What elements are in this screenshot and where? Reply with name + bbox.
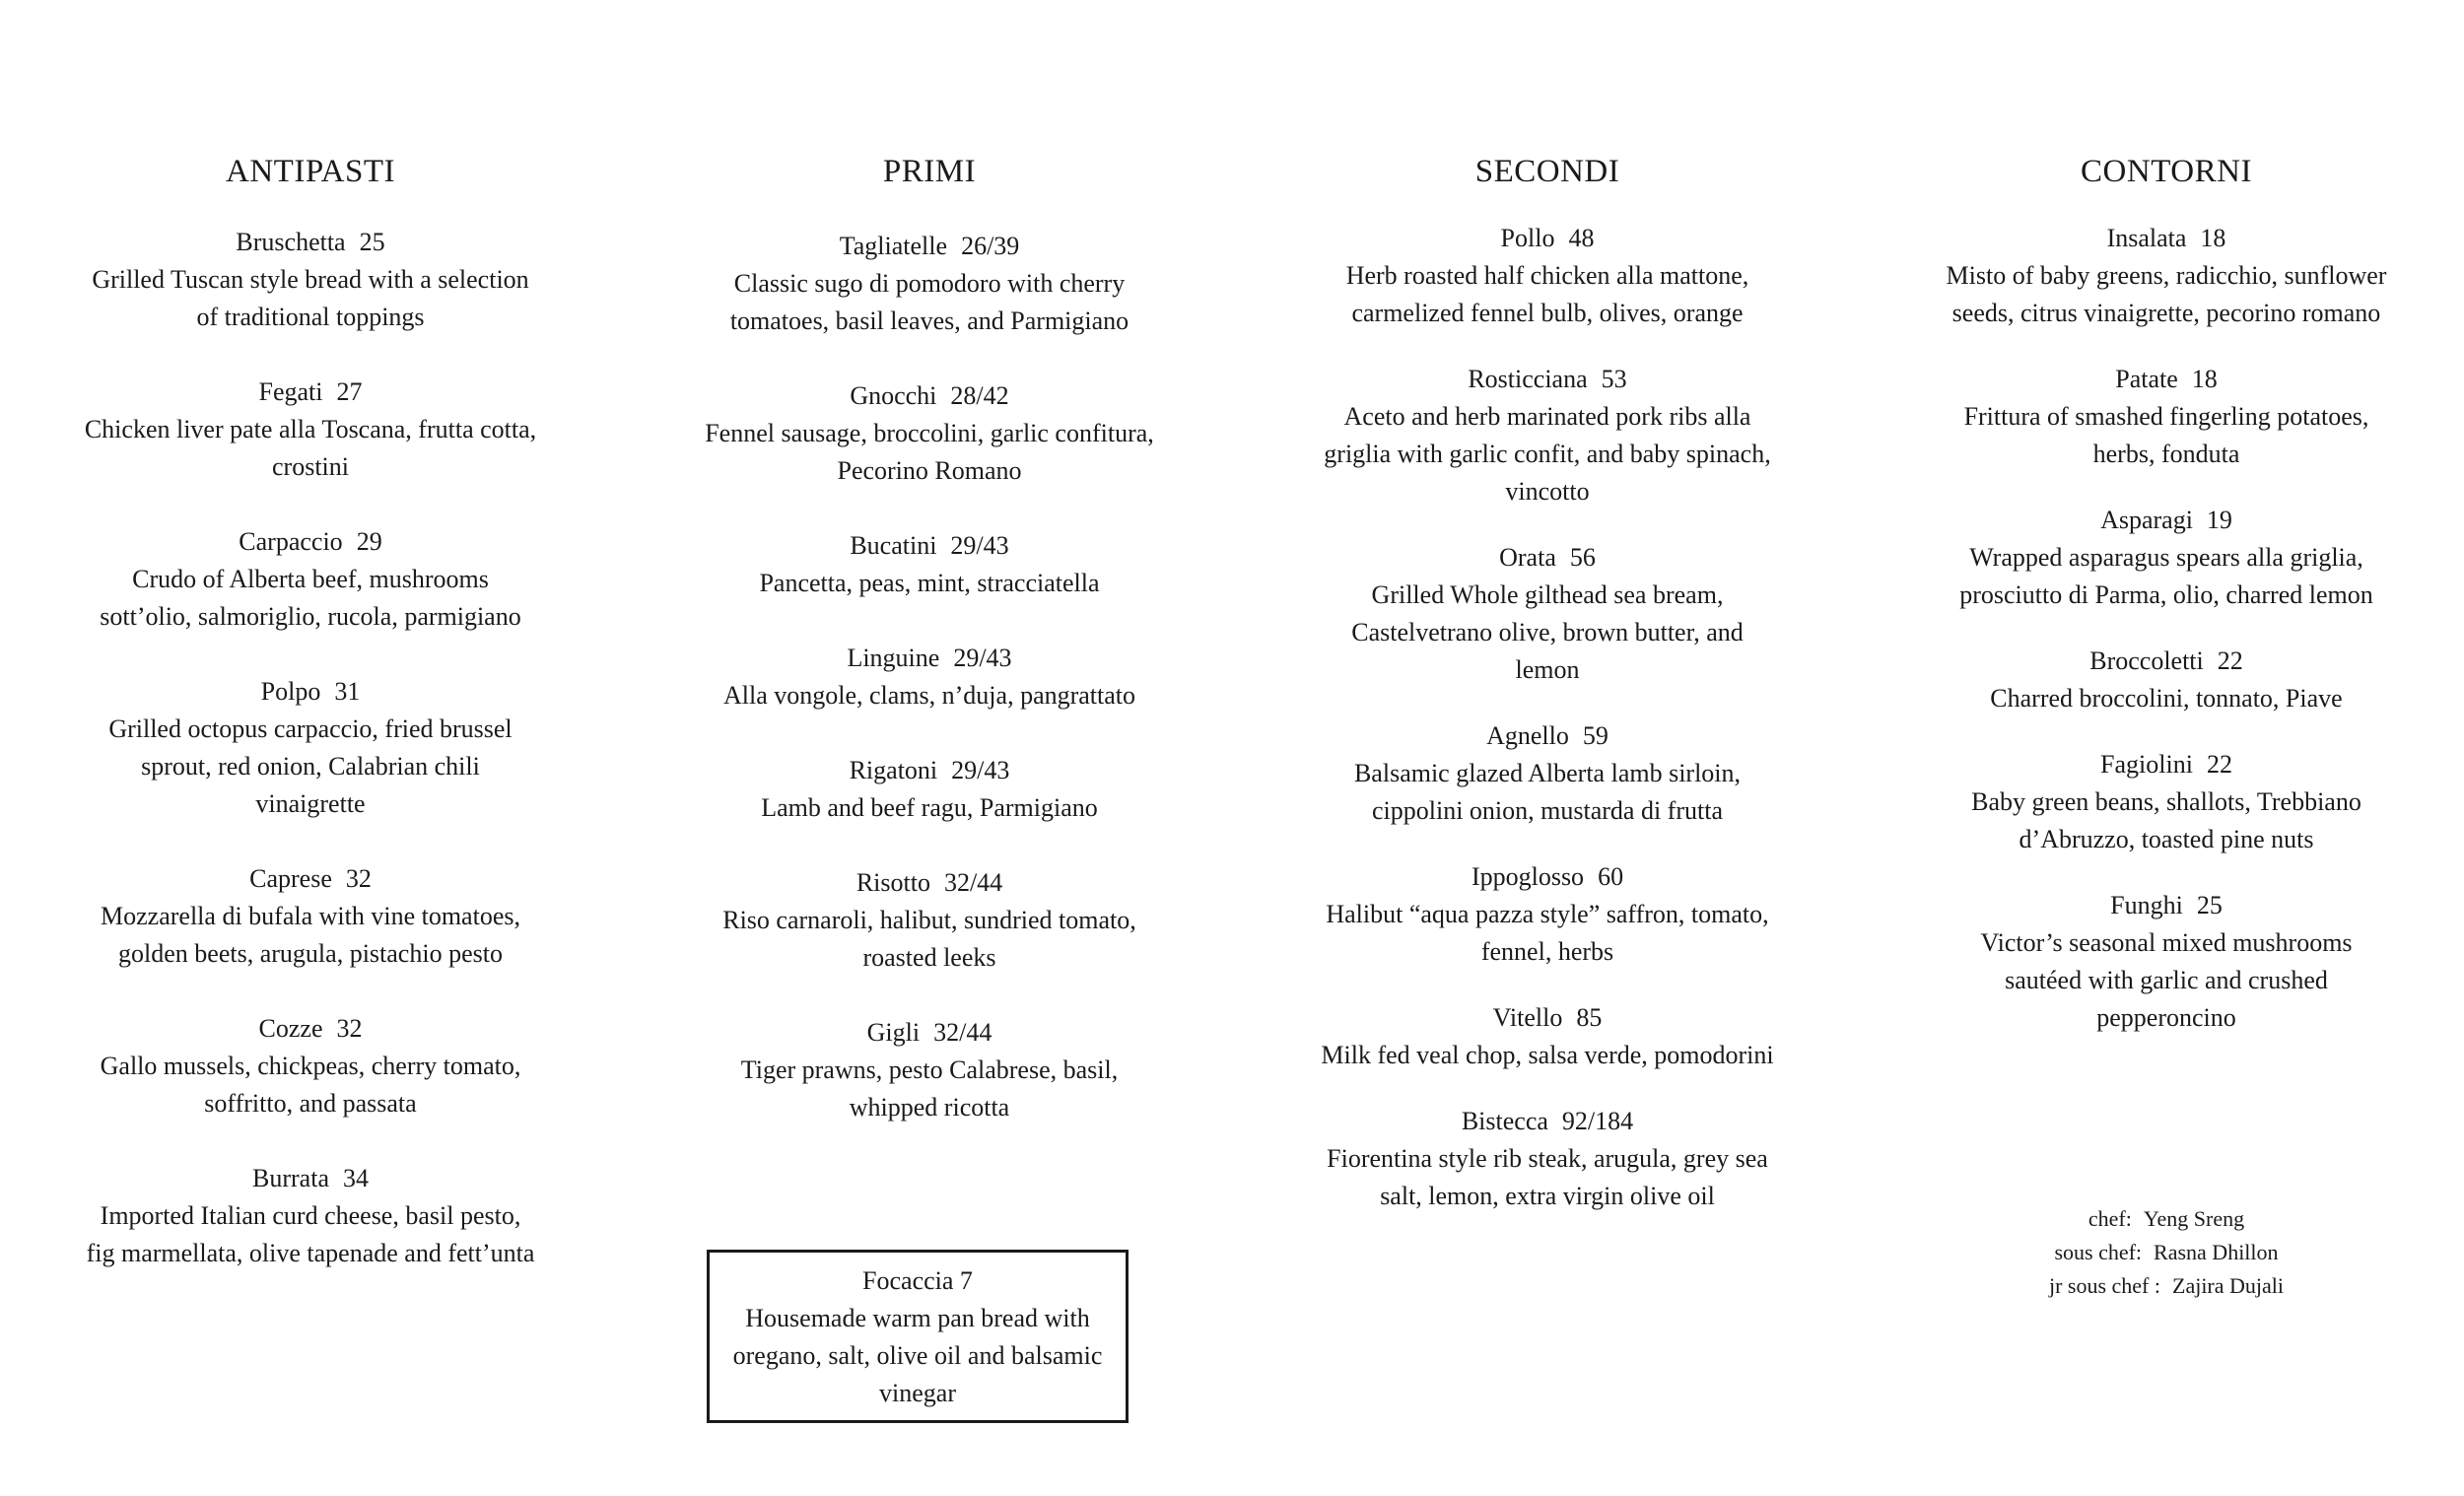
menu-item	[1940, 887, 2393, 1037]
menu-item	[1321, 361, 1774, 510]
item-description: Gallo mussels, chickpeas, cherry tomato, soffritto, and passata	[100, 1052, 521, 1118]
item-name: Gigli	[866, 1018, 921, 1047]
menu-item	[84, 860, 537, 973]
item-price: 29/43	[950, 531, 1009, 560]
menu-item	[1940, 502, 2393, 614]
section-title-primi: PRIMI	[882, 154, 977, 189]
item-description: Milk fed veal chop, salsa verde, pomodorini	[1321, 1041, 1774, 1069]
item-price: 92/184	[1561, 1107, 1634, 1135]
item-name: Ippoglosso	[1471, 862, 1585, 891]
item-description: Halibut “aqua pazza style” saffron, tomato, fennel, herbs	[1326, 900, 1769, 966]
item-description: Alla vongole, clams, n’duja, pangrattato	[722, 681, 1136, 710]
menu-item	[1321, 999, 1774, 1074]
item-price: 53	[1601, 365, 1627, 393]
item-name: Burrata	[252, 1164, 329, 1192]
menu-item	[1940, 361, 2393, 473]
item-price: 19	[2206, 506, 2232, 534]
item-name: Pollo	[1500, 224, 1555, 252]
item-name: Gnocchi	[850, 381, 937, 410]
item-description: Lamb and beef ragu, Parmigiano	[761, 793, 1098, 822]
item-name: Vitello	[1492, 1003, 1563, 1032]
item-description: Tiger prawns, pesto Calabrese, basil, whipped ricotta	[740, 1055, 1119, 1122]
credit-name: Yeng Sreng	[2143, 1206, 2245, 1231]
item-price: 56	[1569, 543, 1596, 572]
item-name: Fagiolini	[2100, 750, 2193, 779]
item-price: 29/43	[953, 644, 1012, 672]
item-name: Tagliatelle	[839, 232, 948, 260]
item-description: Imported Italian curd cheese, basil pesto, fig marmellata, olive tapenade and fett’unta	[86, 1201, 535, 1267]
contorni-column	[1940, 153, 2393, 1065]
item-description: Riso carnaroli, halibut, sundried tomato, roasted leeks	[722, 906, 1136, 972]
item-description: Chicken liver pate alla Toscana, frutta cotta, crostini	[84, 415, 537, 481]
item-price: 32	[345, 864, 372, 893]
menu-item	[84, 673, 537, 823]
item-name: Bruschetta	[236, 228, 346, 256]
item-name: Bistecca	[1461, 1107, 1548, 1135]
item-description: Grilled octopus carpaccio, fried brussel sprout, red onion, Calabrian chili vinaigrette	[108, 714, 513, 818]
menu-item	[1321, 539, 1774, 689]
focaccia-box	[707, 1250, 1129, 1423]
item-name: Asparagi	[2100, 506, 2193, 534]
menu-item	[703, 1014, 1156, 1126]
item-name: Agnello	[1486, 721, 1569, 750]
credit-line	[1989, 1202, 2344, 1236]
item-description: Balsamic glazed Alberta lamb sirloin, cippolini onion, mustarda di frutta	[1353, 759, 1742, 825]
menu-item	[84, 1010, 537, 1122]
item-description: Herb roasted half chicken alla mattone, carmelized fennel bulb, olives, orange	[1345, 261, 1749, 327]
item-price: 29/43	[951, 756, 1010, 784]
item-price: 26/39	[961, 232, 1020, 260]
item-price: 28/42	[950, 381, 1009, 410]
item-price: 25	[359, 228, 385, 256]
menu-item	[84, 224, 537, 336]
item-description: Victor’s seasonal mixed mushrooms sautéed with garlic and crushed pepperoncino	[1980, 928, 2353, 1032]
section-title-secondi: SECONDI	[1474, 154, 1620, 189]
section-title-contorni: CONTORNI	[2081, 154, 2252, 189]
item-description: Frittura of smashed fingerling potatoes, herbs, fonduta	[1963, 402, 2369, 468]
item-description: Wrapped asparagus spears alla griglia, prosciutto di Parma, olio, charred lemon	[1959, 543, 2373, 609]
item-description: Charred broccolini, tonnato, Piave	[1990, 684, 2343, 713]
menu-item	[703, 527, 1156, 602]
menu-item	[84, 523, 537, 636]
item-price: 48	[1568, 224, 1595, 252]
item-name: Fegati	[258, 377, 323, 406]
menu-item	[1321, 220, 1774, 332]
item-price: 25	[2196, 891, 2223, 919]
menu-item	[1940, 643, 2393, 717]
item-price: 29	[356, 527, 382, 556]
item-price: 32/44	[943, 868, 1003, 897]
menu-item	[84, 1160, 537, 1272]
item-description: Baby green beans, shallots, Trebbiano d’Abruzzo, toasted pine nuts	[1971, 787, 2361, 853]
menu-item	[703, 752, 1156, 827]
credit-role: chef:	[2088, 1206, 2132, 1231]
credit-name: Zajira Dujali	[2172, 1273, 2285, 1298]
item-name: Patate	[2115, 365, 2178, 393]
item-price: 32	[336, 1014, 363, 1043]
item-price: 34	[342, 1164, 369, 1192]
item-description: Crudo of Alberta beef, mushrooms sott’olio, salmoriglio, rucola, parmigiano	[100, 565, 521, 631]
item-price: 22	[2206, 750, 2232, 779]
item-name: Rosticciana	[1468, 365, 1588, 393]
credit-name: Rasna Dhillon	[2154, 1240, 2279, 1264]
item-price: 31	[334, 677, 361, 706]
item-name: Rigatoni	[849, 756, 938, 784]
credit-role: jr sous chef :	[2048, 1273, 2160, 1298]
credit-line	[1989, 1269, 2344, 1303]
item-price: 22	[2217, 646, 2243, 675]
item-name: Bucatini	[850, 531, 937, 560]
menu-item	[1940, 220, 2393, 332]
item-price: 32/44	[933, 1018, 992, 1047]
menu-item	[1940, 746, 2393, 858]
item-name: Insalata	[2106, 224, 2187, 252]
item-name: Orata	[1499, 543, 1556, 572]
item-price: 59	[1582, 721, 1608, 750]
item-description: Pancetta, peas, mint, stracciatella	[759, 569, 1100, 597]
credit-role: sous chef:	[2054, 1240, 2143, 1264]
item-name: Caprese	[249, 864, 332, 893]
item-name: Linguine	[847, 644, 940, 672]
item-description: Mozzarella di bufala with vine tomatoes, golden beets, arugula, pistachio pesto	[101, 902, 520, 968]
menu-item	[703, 864, 1156, 977]
focaccia-description: Housemade warm pan bread with oregano, salt, olive oil and balsamic vinegar	[732, 1304, 1103, 1407]
chef-credits	[1989, 1202, 2344, 1303]
primi-column	[703, 153, 1156, 1164]
item-description: Fennel sausage, broccolini, garlic confitura, Pecorino Romano	[705, 419, 1154, 485]
menu-item	[1321, 717, 1774, 830]
item-name: Carpaccio	[239, 527, 343, 556]
item-name: Risotto	[856, 868, 930, 897]
item-price: 85	[1576, 1003, 1603, 1032]
item-price: 60	[1598, 862, 1624, 891]
item-description: Grilled Whole gilthead sea bream, Castelvetrano olive, brown butter, and lemon	[1351, 580, 1744, 684]
menu-item	[1321, 1103, 1774, 1215]
item-price: 18	[2191, 365, 2218, 393]
item-name: Cozze	[258, 1014, 323, 1043]
menu-item	[703, 228, 1156, 340]
item-name: Broccoletti	[2089, 646, 2204, 675]
focaccia-title: Focaccia 7	[862, 1266, 973, 1295]
credit-line	[1989, 1236, 2344, 1269]
item-price: 27	[336, 377, 363, 406]
menu-item	[1321, 858, 1774, 971]
item-price: 18	[2200, 224, 2226, 252]
secondi-column	[1321, 153, 1774, 1244]
item-description: Classic sugo di pomodoro with cherry tomatoes, basil leaves, and Parmigiano	[729, 269, 1129, 335]
item-name: Funghi	[2110, 891, 2183, 919]
menu-item	[703, 377, 1156, 490]
item-description: Grilled Tuscan style bread with a selection of traditional toppings	[92, 265, 529, 331]
antipasti-column	[84, 153, 537, 1310]
item-description: Fiorentina style rib steak, arugula, grey sea salt, lemon, extra virgin olive oil	[1327, 1144, 1768, 1210]
menu-item	[84, 374, 537, 486]
item-name: Polpo	[260, 677, 321, 706]
item-description: Aceto and herb marinated pork ribs alla griglia with garlic confit, and baby spinach, vincotto	[1324, 402, 1771, 506]
section-title-antipasti: ANTIPASTI	[226, 154, 395, 189]
menu-item	[703, 640, 1156, 714]
item-description: Misto of baby greens, radicchio, sunflower seeds, citrus vinaigrette, pecorino romano	[1946, 261, 2387, 327]
